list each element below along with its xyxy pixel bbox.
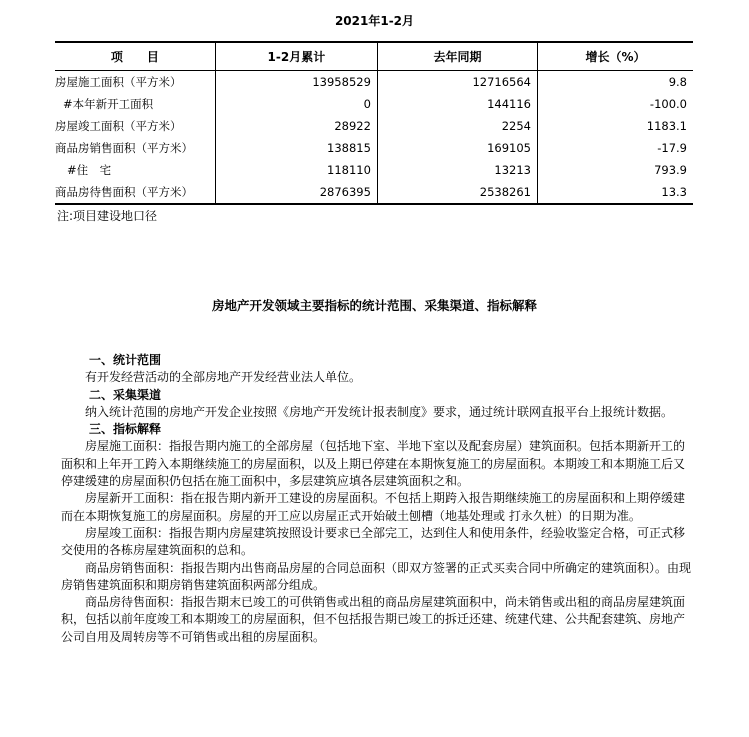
header-cumulative: 1-2月累计 — [215, 42, 377, 71]
row-label: 房屋竣工面积（平方米） — [55, 119, 182, 133]
section-text-channel: 纳入统计范围的房地产开发企业按照《房地产开发统计报表制度》要求，通过统计联网直报平台上报统计数据。 — [85, 404, 674, 419]
table-period-title: 2021年1-2月 — [334, 14, 415, 28]
cell-growth: 793.9 — [538, 159, 694, 181]
cell-cumulative: 138815 — [215, 137, 377, 159]
cell-cumulative: 13958529 — [215, 71, 377, 94]
cell-growth: -17.9 — [538, 137, 694, 159]
definition-new-start-area: 房屋新开工面积：指在报告期内新开工建设的房屋面积。不包括上期跨入报告期继续施工的房屋面积和上期停缓建而在本期恢复施工的房屋面积。房屋的开工应以房屋正式开始破土刨槽（地基处理或 打永久桩）的日期为准。 — [61, 491, 686, 523]
definition-construction-area: 房屋施工面积：指报告期内施工的全部房屋（包括地下室、半地下室以及配套房屋）建筑面积。包括本期新开工的面积和上年开工跨入本期继续施工的房屋面积，以及上期已停建在本期恢复施工的房屋面积。本期竣工和本期施工后又停建缓建的房屋面积仍包括在施工面积中，多层建筑应填各层建筑面积之和。 — [61, 439, 686, 489]
document-body — [61, 352, 693, 646]
cell-cumulative: 118110 — [215, 159, 377, 181]
header-growth: 增长（%） — [538, 42, 694, 71]
table-row — [55, 181, 693, 204]
cell-cumulative: 2876395 — [215, 181, 377, 204]
cell-last-year: 2254 — [377, 115, 537, 137]
cell-growth: 13.3 — [538, 181, 694, 204]
table-row — [55, 159, 693, 181]
header-last-year: 去年同期 — [377, 42, 537, 71]
table-row — [55, 71, 693, 94]
cell-last-year: 13213 — [377, 159, 537, 181]
cell-last-year: 144116 — [377, 93, 537, 115]
section-text-scope: 有开发经营活动的全部房地产开发经营业法人单位。 — [85, 370, 362, 385]
row-label: #住 宅 — [67, 163, 112, 177]
row-label: 房屋施工面积（平方米） — [55, 75, 182, 89]
row-label: 商品房销售面积（平方米） — [55, 141, 193, 155]
cell-last-year: 2538261 — [377, 181, 537, 204]
cell-cumulative: 0 — [215, 93, 377, 115]
definition-unsold-area: 商品房待售面积：指报告期末已竣工的可供销售或出租的商品房屋建筑面积中，尚未销售或出租的商品房屋建筑面积，包括以前年度竣工和本期竣工的房屋面积，但不包括报告期已竣工的拆迁还建、统建代建、公共配套建筑、房地产公司自用及周转房等不可销售或出租的房屋面积。 — [61, 595, 686, 644]
row-label: #本年新开工面积 — [63, 97, 154, 111]
cell-growth: 9.8 — [538, 71, 694, 94]
table-footnote: 注:项目建设地口径 — [57, 209, 158, 223]
section-heading-scope: 一、统计范围 — [89, 353, 162, 367]
cell-cumulative: 28922 — [215, 115, 377, 137]
section-heading-definitions: 三、指标解释 — [89, 422, 162, 437]
cell-growth: 1183.1 — [538, 115, 694, 137]
definition-sales-area: 商品房销售面积：指报告期内出售商品房屋的合同总面积（即双方签署的正式买卖合同中所确定的建筑面积）。由现房销售建筑面积和期房销售建筑面积两部分组成。 — [61, 560, 692, 592]
cell-growth: -100.0 — [538, 93, 694, 115]
row-label: 商品房待售面积（平方米） — [55, 181, 215, 204]
cell-last-year: 169105 — [377, 137, 537, 159]
header-item: 项 目 — [55, 42, 215, 71]
cell-last-year: 12716564 — [377, 71, 537, 94]
document-title: 房地产开发领域主要指标的统计范围、采集渠道、指标解释 — [211, 298, 537, 313]
section-heading-channel: 二、采集渠道 — [89, 387, 162, 402]
definition-completed-area: 房屋竣工面积：指报告期内房屋建筑按照设计要求已全部完工，达到住人和使用条件，经验收鉴定合格，可正式移交使用的各栋房屋建筑面积的总和。 — [61, 525, 686, 558]
table-header-row — [55, 42, 693, 71]
table-row — [55, 93, 693, 115]
table-row — [55, 115, 693, 137]
statistics-table — [55, 41, 693, 205]
table-row — [55, 137, 693, 159]
